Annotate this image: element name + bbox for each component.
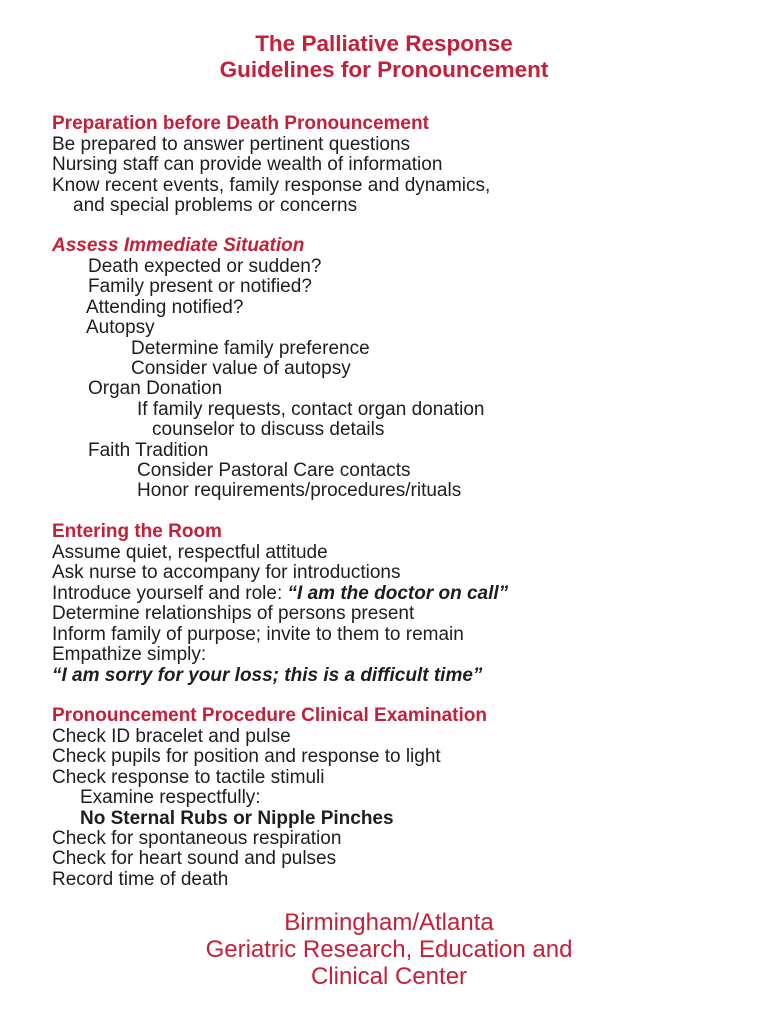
procedure-item: Check response to tactile stimuli: [52, 767, 325, 788]
procedure-heading: Pronouncement Procedure Clinical Examination: [52, 705, 487, 726]
footer-line-1: Birmingham/Atlanta: [284, 909, 494, 936]
procedure-item: Record time of death: [52, 869, 229, 890]
assess-item: Death expected or sudden?: [88, 256, 322, 277]
assess-item: Family present or notified?: [88, 276, 312, 297]
empathy-quote: “I am sorry for your loss; this is a difficult time”: [52, 665, 483, 686]
assess-item: Autopsy: [86, 317, 155, 338]
assess-subitem: Honor requirements/procedures/rituals: [137, 480, 462, 501]
assess-item: Organ Donation: [88, 378, 223, 399]
page-title-line-1: The Palliative Response: [255, 31, 513, 56]
assess-subitem: counselor to discuss details: [152, 419, 385, 440]
preparation-heading: Preparation before Death Pronouncement: [52, 113, 429, 134]
preparation-item: Be prepared to answer pertinent questions: [52, 134, 411, 155]
procedure-warning: No Sternal Rubs or Nipple Pinches: [80, 808, 394, 829]
entering-item: Assume quiet, respectful attitude: [52, 542, 328, 563]
preparation-item: and special problems or concerns: [73, 195, 358, 216]
assess-heading: Assess Immediate Situation: [52, 235, 305, 256]
assess-item: Faith Tradition: [88, 440, 209, 461]
assess-subitem: If family requests, contact organ donation: [137, 399, 485, 420]
entering-item: Inform family of purpose; invite to them to remain: [52, 624, 464, 645]
entering-item-introduce-text: Introduce yourself and role:: [52, 583, 288, 604]
preparation-item: Know recent events, family response and dynamics,: [52, 175, 491, 196]
preparation-item: Nursing staff can provide wealth of information: [52, 154, 443, 175]
assess-subitem: Consider Pastoral Care contacts: [137, 460, 411, 481]
entering-item: Empathize simply:: [52, 644, 207, 665]
procedure-item: Check pupils for position and response to light: [52, 746, 441, 767]
entering-item-introduce: [52, 583, 508, 604]
footer-line-2: Geriatric Research, Education and: [205, 936, 573, 963]
procedure-item: Check for heart sound and pulses: [52, 848, 337, 869]
page-title-line-2: Guidelines for Pronouncement: [219, 57, 549, 82]
procedure-item: Check ID bracelet and pulse: [52, 726, 291, 747]
assess-item: Attending notified?: [86, 297, 244, 318]
footer-line-3: Clinical Center: [310, 963, 468, 990]
entering-item: Determine relationships of persons present: [52, 603, 415, 624]
doctor-on-call-quote: “I am the doctor on call”: [287, 583, 509, 604]
assess-subitem: Determine family preference: [131, 338, 370, 359]
entering-item: Ask nurse to accompany for introductions: [52, 562, 401, 583]
entering-heading: Entering the Room: [52, 521, 222, 542]
procedure-subitem: Examine respectfully:: [80, 787, 261, 808]
assess-subitem: Consider value of autopsy: [131, 358, 351, 379]
procedure-item: Check for spontaneous respiration: [52, 828, 342, 849]
